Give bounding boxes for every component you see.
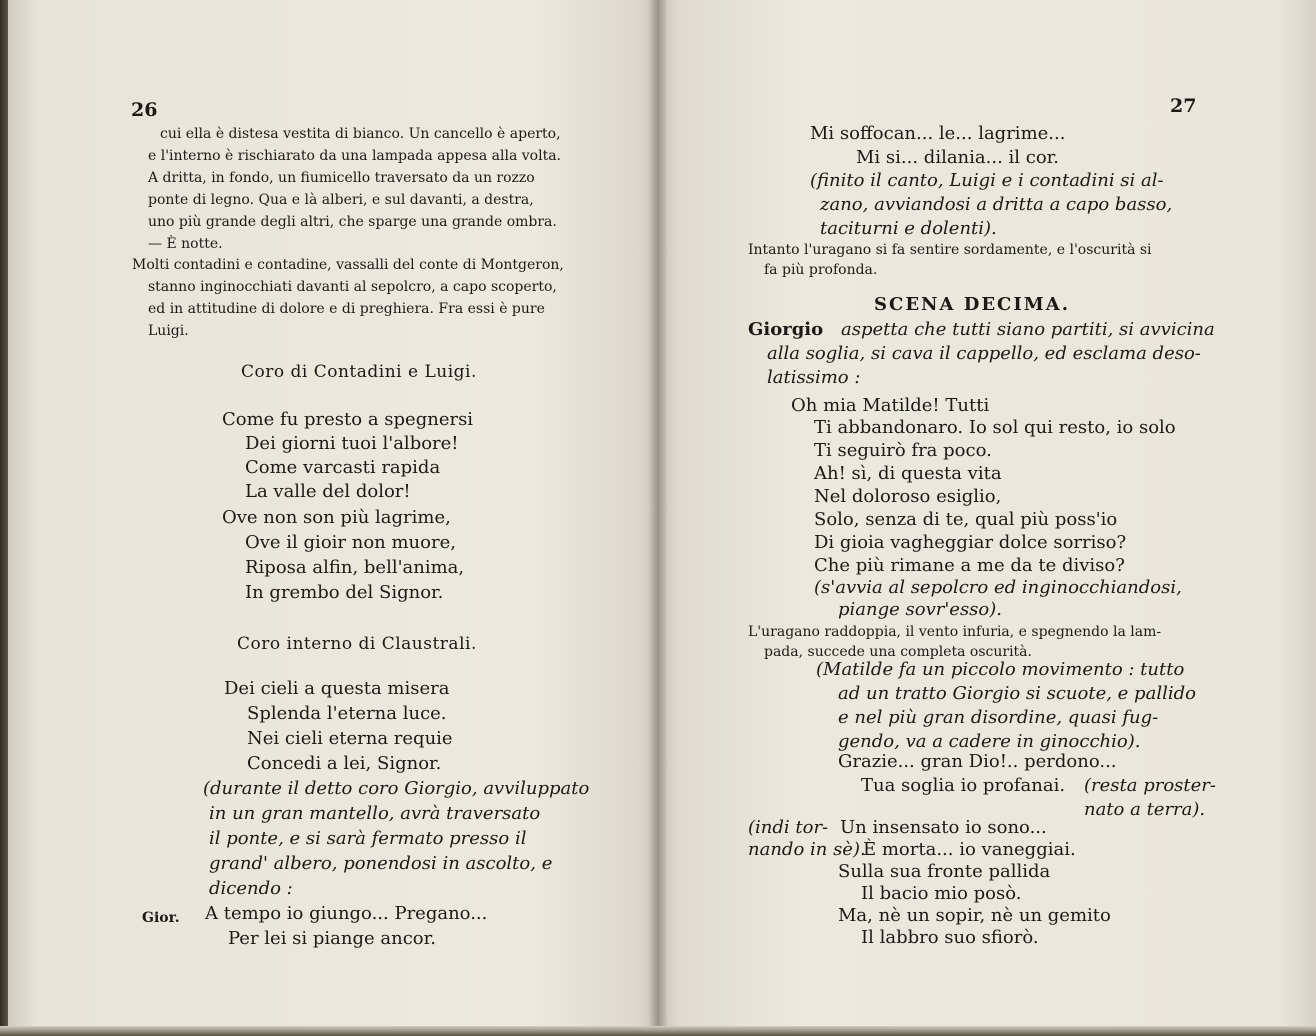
speaker-label: Gior. bbox=[142, 910, 180, 926]
stage-direction-italic: zano, avviandosi a dritta a capo basso, bbox=[820, 194, 1173, 215]
verse-line: Dei giorni tuoi l'albore! bbox=[245, 433, 459, 454]
verse-line: Ti seguirò fra poco. bbox=[814, 440, 992, 461]
verse-line: Dei cieli a questa misera bbox=[224, 678, 450, 699]
stage-direction-line: — È notte. bbox=[148, 236, 223, 252]
stage-direction-italic: latissimo : bbox=[767, 367, 861, 388]
cast-note-line: ed in attitudine di dolore e di preghiera. Fra essi è pure bbox=[148, 301, 545, 317]
verse-line: Ma, nè un sopir, nè un gemito bbox=[838, 905, 1111, 926]
page-number-left: 26 bbox=[131, 99, 158, 121]
stage-direction-italic: (s'avvia al sepolcro ed inginocchiandosi, bbox=[814, 577, 1182, 598]
verse-line: In grembo del Signor. bbox=[245, 582, 444, 603]
stage-note-line: L'uragano raddoppia, il vento infuria, e spegnendo la lam- bbox=[748, 624, 1162, 640]
stage-note-line: Intanto l'uragano si fa sentire sordamente, e l'oscurità si bbox=[748, 242, 1152, 258]
verse-line: Nel doloroso esiglio, bbox=[814, 486, 1002, 507]
verse-line: La valle del dolor! bbox=[245, 481, 411, 502]
section-heading: Coro di Contadini e Luigi. bbox=[241, 362, 477, 382]
verse-line: Il labbro suo sfiorò. bbox=[861, 927, 1039, 948]
stage-direction-italic: aspetta che tutti siano partiti, si avvicina bbox=[841, 319, 1215, 340]
verse-line: Solo, senza di te, qual più poss'io bbox=[814, 509, 1118, 530]
verse-line: Ah! sì, di questa vita bbox=[814, 463, 1002, 484]
book-edge-bottom bbox=[0, 1026, 1316, 1036]
verse-line: Per lei si piange ancor. bbox=[228, 928, 436, 949]
verse-line: Il bacio mio posò. bbox=[861, 883, 1022, 904]
verse-line: Tua soglia io profanai. bbox=[861, 775, 1066, 796]
cast-note-line: Molti contadini e contadine, vassalli del conte di Montgeron, bbox=[132, 257, 564, 273]
verse-line: Ove non son più lagrime, bbox=[222, 507, 451, 528]
stage-note-line: pada, succede una completa oscurità. bbox=[764, 644, 1032, 660]
stage-direction-line: uno più grande degli altri, che sparge una grande ombra. bbox=[148, 214, 557, 230]
stage-direction-line: A dritta, in fondo, un fiumicello traversato da un rozzo bbox=[148, 170, 535, 186]
stage-direction-italic: gendo, va a cadere in ginocchio). bbox=[838, 731, 1141, 752]
stage-direction-italic: grand' albero, ponendosi in ascolto, e bbox=[209, 853, 553, 874]
stage-direction-line: e l'interno è rischiarato da una lampada appesa alla volta. bbox=[148, 148, 561, 164]
stage-direction-italic: alla soglia, si cava il cappello, ed esclama deso- bbox=[767, 343, 1201, 364]
stage-direction-italic: ad un tratto Giorgio si scuote, e pallido bbox=[838, 683, 1196, 704]
right-page bbox=[658, 0, 1316, 1036]
stage-direction-line: ponte di legno. Qua e là alberi, e sul davanti, a destra, bbox=[148, 192, 534, 208]
verse-line: Come fu presto a spegnersi bbox=[222, 409, 474, 430]
stage-note-line: fa più profonda. bbox=[764, 262, 878, 278]
stage-direction-italic: il ponte, e si sarà fermato presso il bbox=[209, 828, 527, 849]
verse-line: Ti abbandonaro. Io sol qui resto, io solo bbox=[814, 417, 1176, 438]
stage-direction-italic: (durante il detto coro Giorgio, avviluppato bbox=[203, 778, 590, 799]
verse-line: Un insensato io sono... bbox=[840, 817, 1047, 838]
stage-direction-italic: taciturni e dolenti). bbox=[820, 218, 997, 239]
stage-direction-italic: (finito il canto, Luigi e i contadini si al- bbox=[810, 170, 1164, 191]
stage-direction-italic: nato a terra). bbox=[1084, 799, 1206, 820]
verse-line: A tempo io giungo... Pregano... bbox=[205, 903, 488, 924]
verse-line: Sulla sua fronte pallida bbox=[838, 861, 1051, 882]
stage-direction-italic: (Matilde fa un piccolo movimento : tutto bbox=[816, 659, 1185, 680]
section-heading: Coro interno di Claustrali. bbox=[237, 634, 477, 654]
stage-direction-italic: e nel più gran disordine, quasi fug- bbox=[838, 707, 1159, 728]
verse-line: Che più rimane a me da te diviso? bbox=[814, 555, 1125, 576]
stage-direction-line: cui ella è distesa vestita di bianco. Un cancello è aperto, bbox=[160, 126, 561, 142]
verse-line: Concedi a lei, Signor. bbox=[247, 753, 442, 774]
left-page bbox=[8, 0, 658, 1036]
stage-direction-italic: piange sovr'esso). bbox=[838, 599, 1003, 620]
page-number-right: 27 bbox=[1170, 95, 1197, 117]
verse-line: Come varcasti rapida bbox=[245, 457, 441, 478]
verse-line: Riposa alfin, bell'anima, bbox=[245, 557, 465, 578]
cast-note-line: stanno inginocchiati davanti al sepolcro, a capo scoperto, bbox=[148, 279, 557, 295]
verse-line: Mi si... dilania... il cor. bbox=[856, 147, 1060, 168]
verse-line: Nei cieli eterna requie bbox=[247, 728, 453, 749]
stage-direction-italic: nando in sè). bbox=[748, 839, 866, 860]
verse-line: Oh mia Matilde! Tutti bbox=[791, 395, 990, 416]
verse-line: Ove il gioir non muore, bbox=[245, 532, 456, 553]
scene-heading: SCENA DECIMA. bbox=[874, 294, 1070, 315]
verse-line: Splenda l'eterna luce. bbox=[247, 703, 447, 724]
stage-direction-italic: (resta proster- bbox=[1084, 775, 1216, 796]
verse-line: Di gioia vagheggiar dolce sorriso? bbox=[814, 532, 1127, 553]
verse-line: Grazie... gran Dio!.. perdono... bbox=[838, 751, 1117, 772]
stage-direction-italic: (indi tor- bbox=[748, 817, 829, 838]
stage-direction-italic: in un gran mantello, avrà traversato bbox=[209, 803, 541, 824]
verse-line: Mi soffocan... le... lagrime... bbox=[810, 123, 1066, 144]
verse-line: È morta... io vaneggiai. bbox=[863, 839, 1076, 860]
character-name: Giorgio bbox=[748, 319, 824, 340]
cast-note-line: Luigi. bbox=[148, 323, 189, 339]
stage-direction-italic: dicendo : bbox=[209, 878, 293, 899]
